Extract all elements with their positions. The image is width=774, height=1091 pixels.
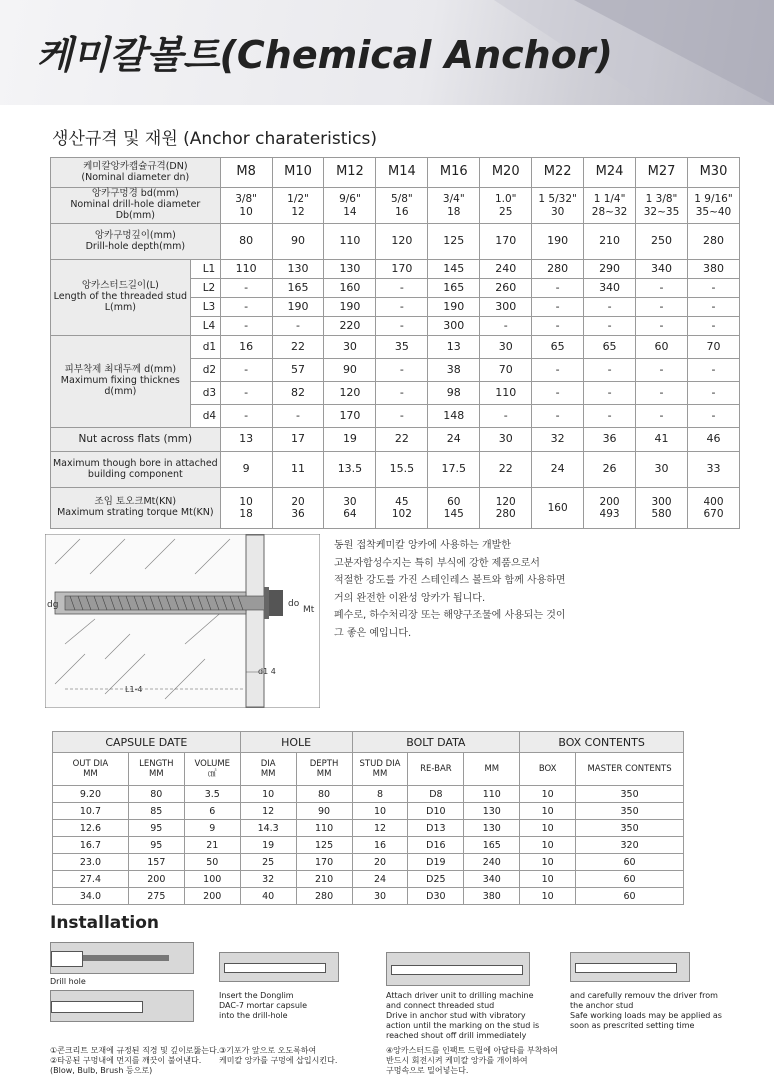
installation-title: Installation	[50, 913, 160, 933]
kr-step2: ③기포가 앞으로 오도록하여 케미칼 앙카를 구멍에 삽입시킨다.	[219, 1046, 338, 1065]
page-title: 케미칼볼트(Chemical Anchor)	[36, 33, 613, 77]
column-header-row: OUT DIA MM LENGTH MM VOLUME ㎤ DIA MM DEPTH MM STUD DIA MM RE-BAR MM BOX MASTER CONTENTS	[53, 753, 684, 786]
set-anchor-image	[570, 952, 690, 982]
capsule-insert-image	[219, 952, 339, 982]
spec-row-l1: 앙카스터드길이(L) Length of the threaded stud L(mm) L1 110 130 130 170 145 240 280 290 340 380	[51, 260, 740, 279]
spec-row-nut: Nut across flats (mm) 13 17 19 22 24 30 32 36 41 46	[51, 428, 740, 452]
spec-row-d3: d3 - 82 120 - 98 110 - - - -	[51, 382, 740, 405]
section-title: 생산규격 및 재원 (Anchor charateristics)	[52, 129, 377, 149]
group-bolt: BOLT DATA	[352, 732, 520, 753]
size-header: M24	[584, 158, 636, 188]
header-banner	[0, 0, 774, 105]
anchor-diagram	[45, 534, 320, 708]
group-box: BOX CONTENTS	[520, 732, 684, 753]
size-header: M12	[324, 158, 376, 188]
spec-row-dn: 케미칼앙카캡슐규격(DN) (Nominal diameter dn) M8 M10 M12 M14 M16 M20 M22 M24 M27 M30	[51, 158, 740, 188]
size-header: M10	[272, 158, 324, 188]
label-d14: d1 4	[258, 667, 276, 676]
spec-row-l3: L3 - 190 190 - 190 300 - - - -	[51, 298, 740, 317]
table-row: 34.0 275 200 40 280 30 D30 380 10 60	[53, 888, 684, 905]
group-hole: HOLE	[240, 732, 352, 753]
size-header: M27	[636, 158, 688, 188]
label-do: do	[288, 599, 300, 609]
threaded-stud	[65, 596, 275, 610]
table-row: 16.7 95 21 19 125 16 D16 165 10 320	[53, 837, 684, 854]
size-header: M14	[376, 158, 428, 188]
table-row: 10.7 85 6 12 90 10 D10 130 10 350	[53, 803, 684, 820]
spec-row-d1: 피부착제 최대두께 d(mm) Maximum fixing thicknes d(mm) d1 16 22 30 35 13 30 65 65 60 70	[51, 336, 740, 359]
spec-row-l4: L4 - - 220 - 300 - - - - -	[51, 317, 740, 336]
drill-hole-image	[50, 990, 194, 1022]
group-capsule: CAPSULE DATE	[53, 732, 241, 753]
size-header: M22	[532, 158, 584, 188]
label-dg: dg	[47, 600, 59, 610]
kr-step1: ①콘크리트 모재에 규정된 직경 및 깊이로뚫는다. ②타공된 구멍내에 먼지를 깨끗이 불어낸다. (Blow, Bulb, Brush 등으로)	[50, 1046, 220, 1075]
size-header: M8	[220, 158, 272, 188]
table-row: 23.0 157 50 25 170 20 D19 240 10 60	[53, 854, 684, 871]
step2-caption: Insert the Donglim DAC-7 mortar capsule into the drill-hole	[219, 991, 308, 1020]
spec-row-depth: 앙카구멍깊이(mm) Drill-hole depth(mm) 80 90 110 120 125 170 190 210 250 280	[51, 224, 740, 260]
product-description: 동원 접착케미칼 앙카에 사용하는 개발한 고분자합성수지는 특히 부식에 강한 제품으로서 적절한 강도를 가진 스테인레스 볼트와 함께 사용하면 거의 완전한 이완성 앙카가 됩니다. 폐수로, 하수처리장 또는 해양구조물에 사용되는 것이 그 좋은 예입니다.	[334, 540, 566, 639]
capsule-table	[52, 731, 684, 905]
label-mt: Mt	[303, 605, 315, 615]
step1-caption: Drill hole	[50, 977, 86, 986]
spec-row-d2: d2 - 57 90 - 38 70 - - - -	[51, 359, 740, 382]
label-l14: L1-4	[125, 685, 143, 694]
step3-caption: Attach driver unit to drilling machine and connect threaded stud Drive in anchor stud with vibratory action until the marking on the stud is reached shout off drill immediately	[386, 991, 540, 1040]
size-header: M16	[428, 158, 480, 188]
spec-table	[50, 157, 740, 529]
spec-row-bore: Maximum though bore in attached building component 9 11 13.5 15.5 17.5 22 24 26 30 33	[51, 452, 740, 488]
table-row: 27.4 200 100 32 210 24 D25 340 10 60	[53, 871, 684, 888]
size-header: M30	[687, 158, 739, 188]
spec-row-db: 앙카구멍경 bd(mm) Nominal drill-hole diameter Db(mm) 3/8" 10 1/2" 12 9/6" 14 5/8" 16 3/4" 18 1.0" 25 1 5/32" 30 1 1/4" 28~32 1 3/8" 32~35 1 9/16" 35~40	[51, 188, 740, 224]
spec-row-torque: 조임 토오크Mt(KN) Maximum strating torque Mt(KN) 10 18 20 36 30 64 45 102 60 145 120 280 160 200 493 300 580 400 670	[51, 488, 740, 529]
kr-step3: ④앙카스터드를 인팩트 드릴에 아답타를 부착하여 반드시 회전시켜 케미칼 앙카를 개이하여 구멍속으로 밀어넣는다.	[386, 1046, 558, 1075]
drill-image	[50, 942, 194, 974]
table-row: 12.6 95 9 14.3 110 12 D13 130 10 350	[53, 820, 684, 837]
step4-caption: and carefully remouv the driver from the anchor stud Safe working loads may be applied as soon as prescrited setting time	[570, 991, 722, 1030]
spec-row-d4: d4 - - 170 - 148 - - - - -	[51, 405, 740, 428]
size-header: M20	[480, 158, 532, 188]
table-row: 9.20 80 3.5 10 80 8 D8 110 10 350	[53, 786, 684, 803]
driver-image	[386, 952, 530, 986]
spec-row-l2: L2 - 165 160 - 165 260 - 340 - -	[51, 279, 740, 298]
